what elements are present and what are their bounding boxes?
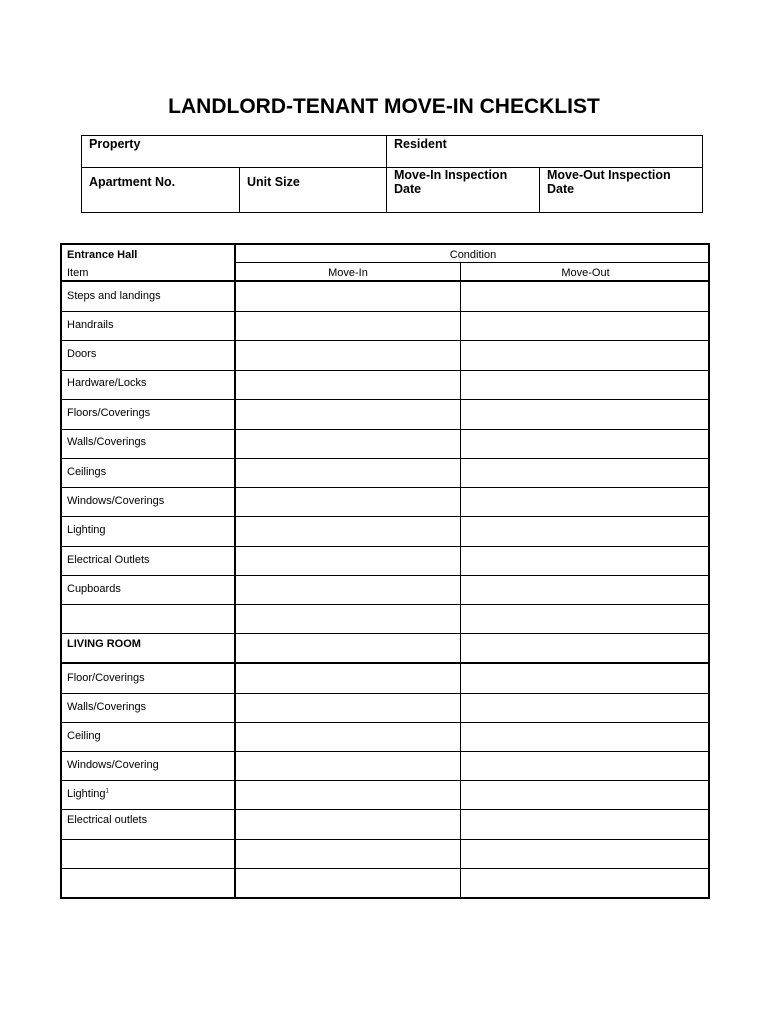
condition-column-divider (460, 262, 461, 897)
list-item: Windows/Coverings (67, 495, 165, 507)
row-line (62, 722, 708, 723)
section-title-entrance-hall: Entrance Hall (67, 249, 138, 261)
unit-size-field[interactable]: Unit Size (247, 175, 300, 189)
row-line (62, 839, 708, 840)
page-title: LANDLORD-TENANT MOVE-IN CHECKLIST (168, 95, 600, 118)
list-item: Electrical Outlets (67, 554, 150, 566)
condition-subheader-line (236, 262, 710, 263)
list-item: Floor/Coverings (67, 672, 145, 684)
row-line (62, 575, 708, 576)
move-out-inspection-date-field[interactable]: Move-Out Inspection Date (547, 168, 671, 196)
row-line (62, 370, 708, 371)
row-line (62, 516, 708, 517)
list-item: Handrails (67, 319, 114, 331)
row-line (62, 604, 708, 605)
condition-header: Condition (449, 249, 497, 261)
row-line (62, 429, 708, 430)
row-line (62, 458, 708, 459)
list-item: Lighting (67, 524, 106, 536)
apartment-no-field[interactable]: Apartment No. (89, 175, 176, 189)
item-column-header: Item (67, 267, 89, 279)
list-item-label: Lighting (67, 788, 106, 800)
list-item: Walls/Coverings (67, 701, 147, 713)
list-item: Steps and landings (67, 290, 161, 302)
move-in-inspection-date-field[interactable]: Move-In Inspection Date (394, 168, 508, 196)
row-line (62, 633, 708, 634)
list-item: Doors (67, 348, 97, 360)
list-item: Ceilings (67, 466, 107, 478)
list-item: Windows/Covering (67, 759, 159, 771)
row-line (62, 809, 708, 810)
list-item: Hardware/Locks (67, 377, 147, 389)
property-info-table (81, 135, 703, 213)
resident-field[interactable]: Resident (394, 137, 447, 151)
list-item: Cupboards (67, 583, 121, 595)
item-column-divider (234, 245, 236, 897)
row-line (62, 780, 708, 781)
move-out-column-header: Move-Out (561, 267, 610, 279)
checklist-table (60, 243, 710, 899)
living-room-divider (62, 662, 708, 664)
info-col-divider (239, 167, 240, 212)
list-item: Ceiling (67, 730, 101, 742)
list-item: Walls/Coverings (67, 436, 147, 448)
footnote-marker: 1 (105, 788, 109, 795)
row-line (62, 868, 708, 869)
list-item: Floors/Coverings (67, 407, 151, 419)
move-in-column-header: Move-In (328, 267, 368, 279)
header-bottom-line (62, 280, 708, 282)
row-line (62, 693, 708, 694)
row-line (62, 546, 708, 547)
row-line (62, 340, 708, 341)
row-line (62, 399, 708, 400)
list-item (67, 788, 109, 801)
section-title-living-room: LIVING ROOM (67, 638, 141, 650)
row-line (62, 487, 708, 488)
row-line (62, 311, 708, 312)
row-line (62, 751, 708, 752)
property-field[interactable]: Property (89, 137, 141, 151)
list-item: Electrical outlets (67, 814, 148, 826)
